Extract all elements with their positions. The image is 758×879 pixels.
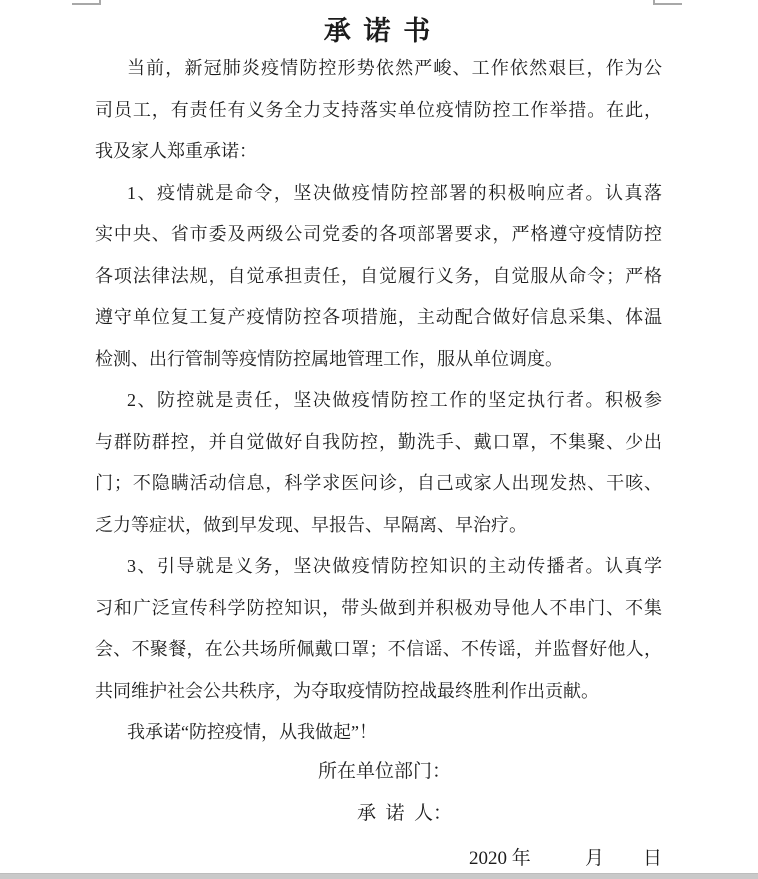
body-line: 司员工，有责任有义务全力支持落实单位疫情防控工作举措。在此， <box>95 99 662 120</box>
body-line: 会、不聚餐，在公共场所佩戴口罩；不信谣、不传谣，并监督好他人， <box>95 639 662 659</box>
page-title: 承 诺 书 <box>323 16 434 46</box>
document-body <box>95 48 662 754</box>
body-line: 门；不隐瞒活动信息，科学求医问诊，自己或家人出现发热、干咳、 <box>95 473 662 493</box>
body-line: 2、防控就是责任，坚决做疫情防控工作的坚定执行者。积极参 <box>127 390 662 410</box>
body-line: 3、引导就是义务，坚决做疫情防控知识的主动传播者。认真学 <box>127 556 662 576</box>
body-line: 乏力等症状，做到早发现、早报告、早隔离、早治疗。 <box>95 514 527 535</box>
body-line: 1、疫情就是命令，坚决做疫情防控部署的积极响应者。认真落 <box>127 182 662 203</box>
crop-mark-top-right-vertical <box>653 0 655 5</box>
date-month: 月 <box>585 848 605 869</box>
body-line: 遵守单位复工复产疫情防控各项措施，主动配合做好信息采集、体温 <box>95 307 662 327</box>
date-year: 2020 年 <box>469 848 531 869</box>
body-line: 各项法律法规，自觉承担责任，自觉履行义务，自觉服从命令；严格 <box>95 265 662 286</box>
body-line: 习和广泛宣传科学防控知识，带头做到并积极劝导他人不串门、不集 <box>95 597 662 618</box>
body-line: 当前，新冠肺炎疫情防控形势依然严峻、工作依然艰巨，作为公 <box>127 58 662 78</box>
date-line <box>0 843 758 867</box>
crop-mark-top-right-horizontal <box>653 3 682 5</box>
crop-mark-top-left-horizontal <box>72 3 101 5</box>
body-line: 我及家人郑重承诺： <box>95 141 257 161</box>
body-line: 与群防群控，并自觉做好自我防控，勤洗手、戴口罩，不集聚、少出 <box>95 431 662 452</box>
date-day: 日 <box>643 848 663 869</box>
unit-department-label: 所在单位部门： <box>318 761 452 782</box>
body-line: 共同维护社会公共秩序，为夺取疫情防控战最终胜利作出贡献。 <box>95 680 599 701</box>
body-line: 检测、出行管制等疫情防控属地管理工作，服从单位调度。 <box>95 348 563 369</box>
signer-label: 承 诺 人： <box>357 803 453 824</box>
crop-mark-top-left-vertical <box>99 0 101 5</box>
body-line: 我承诺“防控疫情，从我做起”！ <box>127 722 377 742</box>
page-bottom-edge <box>0 873 758 879</box>
body-line: 实中央、省市委及两级公司党委的各项部署要求，严格遵守疫情防控 <box>95 224 662 244</box>
